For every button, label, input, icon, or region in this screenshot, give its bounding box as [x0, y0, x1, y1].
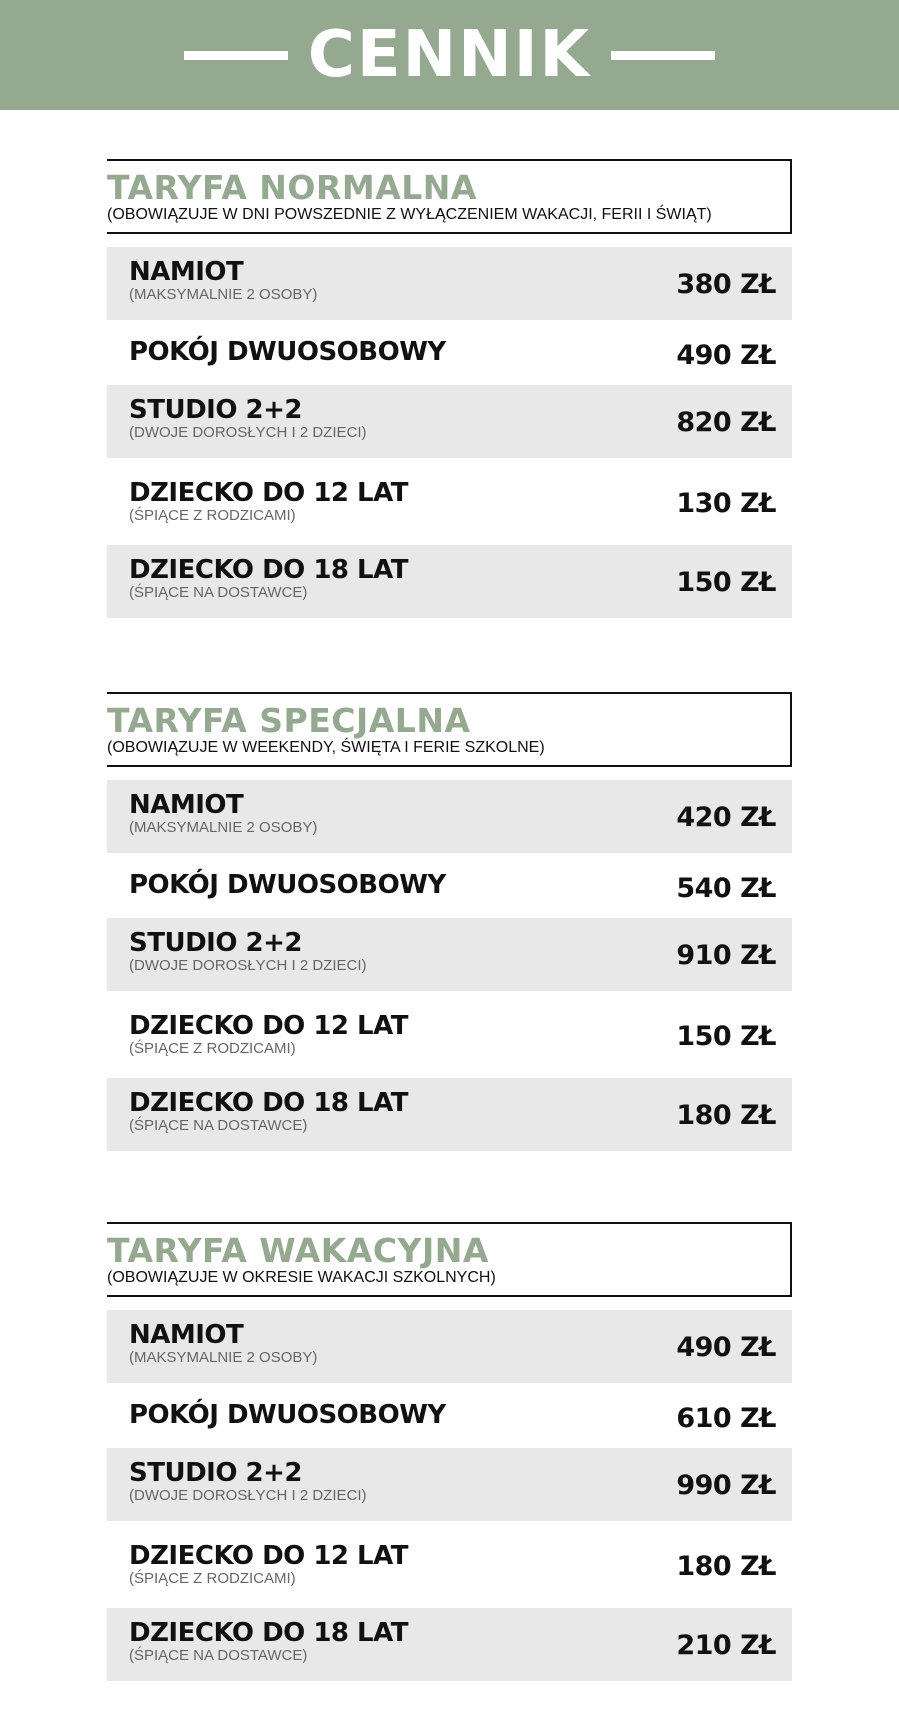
tariff-section-holiday [107, 1222, 792, 1681]
item-note: (ŚPIĄCE NA DOSTAWCE) [129, 584, 308, 601]
section-subtitle: (OBOWIĄZUJE W OKRESIE WAKACJI SZKOLNYCH) [107, 1269, 496, 1286]
item-name: DZIECKO DO 12 LAT [129, 1541, 408, 1571]
section-subtitle: (OBOWIĄZUJE W WEEKENDY, ŚWIĘTA I FERIE SZKOLNE) [107, 739, 545, 756]
price-row [107, 853, 792, 918]
item-name: STUDIO 2+2 [129, 1458, 302, 1488]
item-note: (ŚPIĄCE NA DOSTAWCE) [129, 1117, 308, 1134]
item-name: DZIECKO DO 18 LAT [129, 1088, 408, 1118]
price-row [107, 247, 792, 320]
item-note: (ŚPIĄCE NA DOSTAWCE) [129, 1647, 308, 1664]
item-name: STUDIO 2+2 [129, 928, 302, 958]
price-row [107, 385, 792, 458]
item-price: 490 ZŁ [676, 1332, 776, 1363]
price-row [107, 1383, 792, 1448]
price-row [107, 991, 792, 1078]
section-title: TARYFA SPECJALNA [107, 701, 471, 740]
item-name: STUDIO 2+2 [129, 395, 302, 425]
item-name: NAMIOT [129, 790, 244, 820]
item-price: 150 ZŁ [676, 567, 776, 598]
item-note: (DWOJE DOROSŁYCH I 2 DZIECI) [129, 424, 367, 441]
price-row [107, 1310, 792, 1383]
price-row [107, 1448, 792, 1521]
price-row [107, 458, 792, 545]
price-row [107, 780, 792, 853]
price-row [107, 320, 792, 385]
price-row [107, 1078, 792, 1151]
item-price: 150 ZŁ [676, 1021, 776, 1052]
item-price: 180 ZŁ [676, 1551, 776, 1582]
header-rule-left [184, 51, 288, 60]
page-header [0, 0, 899, 110]
section-title: TARYFA WAKACYJNA [107, 1231, 489, 1270]
item-name: POKÓJ DWUOSOBOWY [129, 1400, 446, 1430]
item-price: 910 ZŁ [676, 940, 776, 971]
item-price: 210 ZŁ [676, 1630, 776, 1661]
item-price: 130 ZŁ [676, 488, 776, 519]
tariff-section-special [107, 692, 792, 1151]
section-subtitle: (OBOWIĄZUJE W DNI POWSZEDNIE Z WYŁĄCZENIEM WAKACJI, FERII I ŚWIĄT) [107, 206, 712, 223]
item-price: 420 ZŁ [676, 802, 776, 833]
item-name: POKÓJ DWUOSOBOWY [129, 870, 446, 900]
price-row [107, 545, 792, 618]
item-price: 490 ZŁ [676, 340, 776, 371]
item-name: DZIECKO DO 18 LAT [129, 1618, 408, 1648]
item-price: 990 ZŁ [676, 1470, 776, 1501]
item-price: 820 ZŁ [676, 407, 776, 438]
item-note: (ŚPIĄCE Z RODZICAMI) [129, 507, 296, 524]
item-note: (ŚPIĄCE Z RODZICAMI) [129, 1040, 296, 1057]
section-header [107, 1222, 792, 1297]
section-header [107, 692, 792, 767]
price-row [107, 1608, 792, 1681]
item-name: DZIECKO DO 18 LAT [129, 555, 408, 585]
item-note: (MAKSYMALNIE 2 OSOBY) [129, 819, 318, 836]
item-note: (MAKSYMALNIE 2 OSOBY) [129, 1349, 318, 1366]
item-price: 610 ZŁ [676, 1403, 776, 1434]
tariff-section-normal [107, 159, 792, 618]
item-note: (DWOJE DOROSŁYCH I 2 DZIECI) [129, 957, 367, 974]
section-header [107, 159, 792, 234]
item-name: POKÓJ DWUOSOBOWY [129, 337, 446, 367]
item-price: 180 ZŁ [676, 1100, 776, 1131]
price-row [107, 1521, 792, 1608]
item-price: 540 ZŁ [676, 873, 776, 904]
item-note: (ŚPIĄCE Z RODZICAMI) [129, 1570, 296, 1587]
section-title: TARYFA NORMALNA [107, 168, 477, 207]
item-name: DZIECKO DO 12 LAT [129, 1011, 408, 1041]
item-price: 380 ZŁ [676, 269, 776, 300]
item-name: NAMIOT [129, 257, 244, 287]
header-rule-right [611, 51, 715, 60]
price-row [107, 918, 792, 991]
page-title: CENNIK [307, 18, 592, 92]
item-name: DZIECKO DO 12 LAT [129, 478, 408, 508]
item-name: NAMIOT [129, 1320, 244, 1350]
item-note: (MAKSYMALNIE 2 OSOBY) [129, 286, 318, 303]
item-note: (DWOJE DOROSŁYCH I 2 DZIECI) [129, 1487, 367, 1504]
